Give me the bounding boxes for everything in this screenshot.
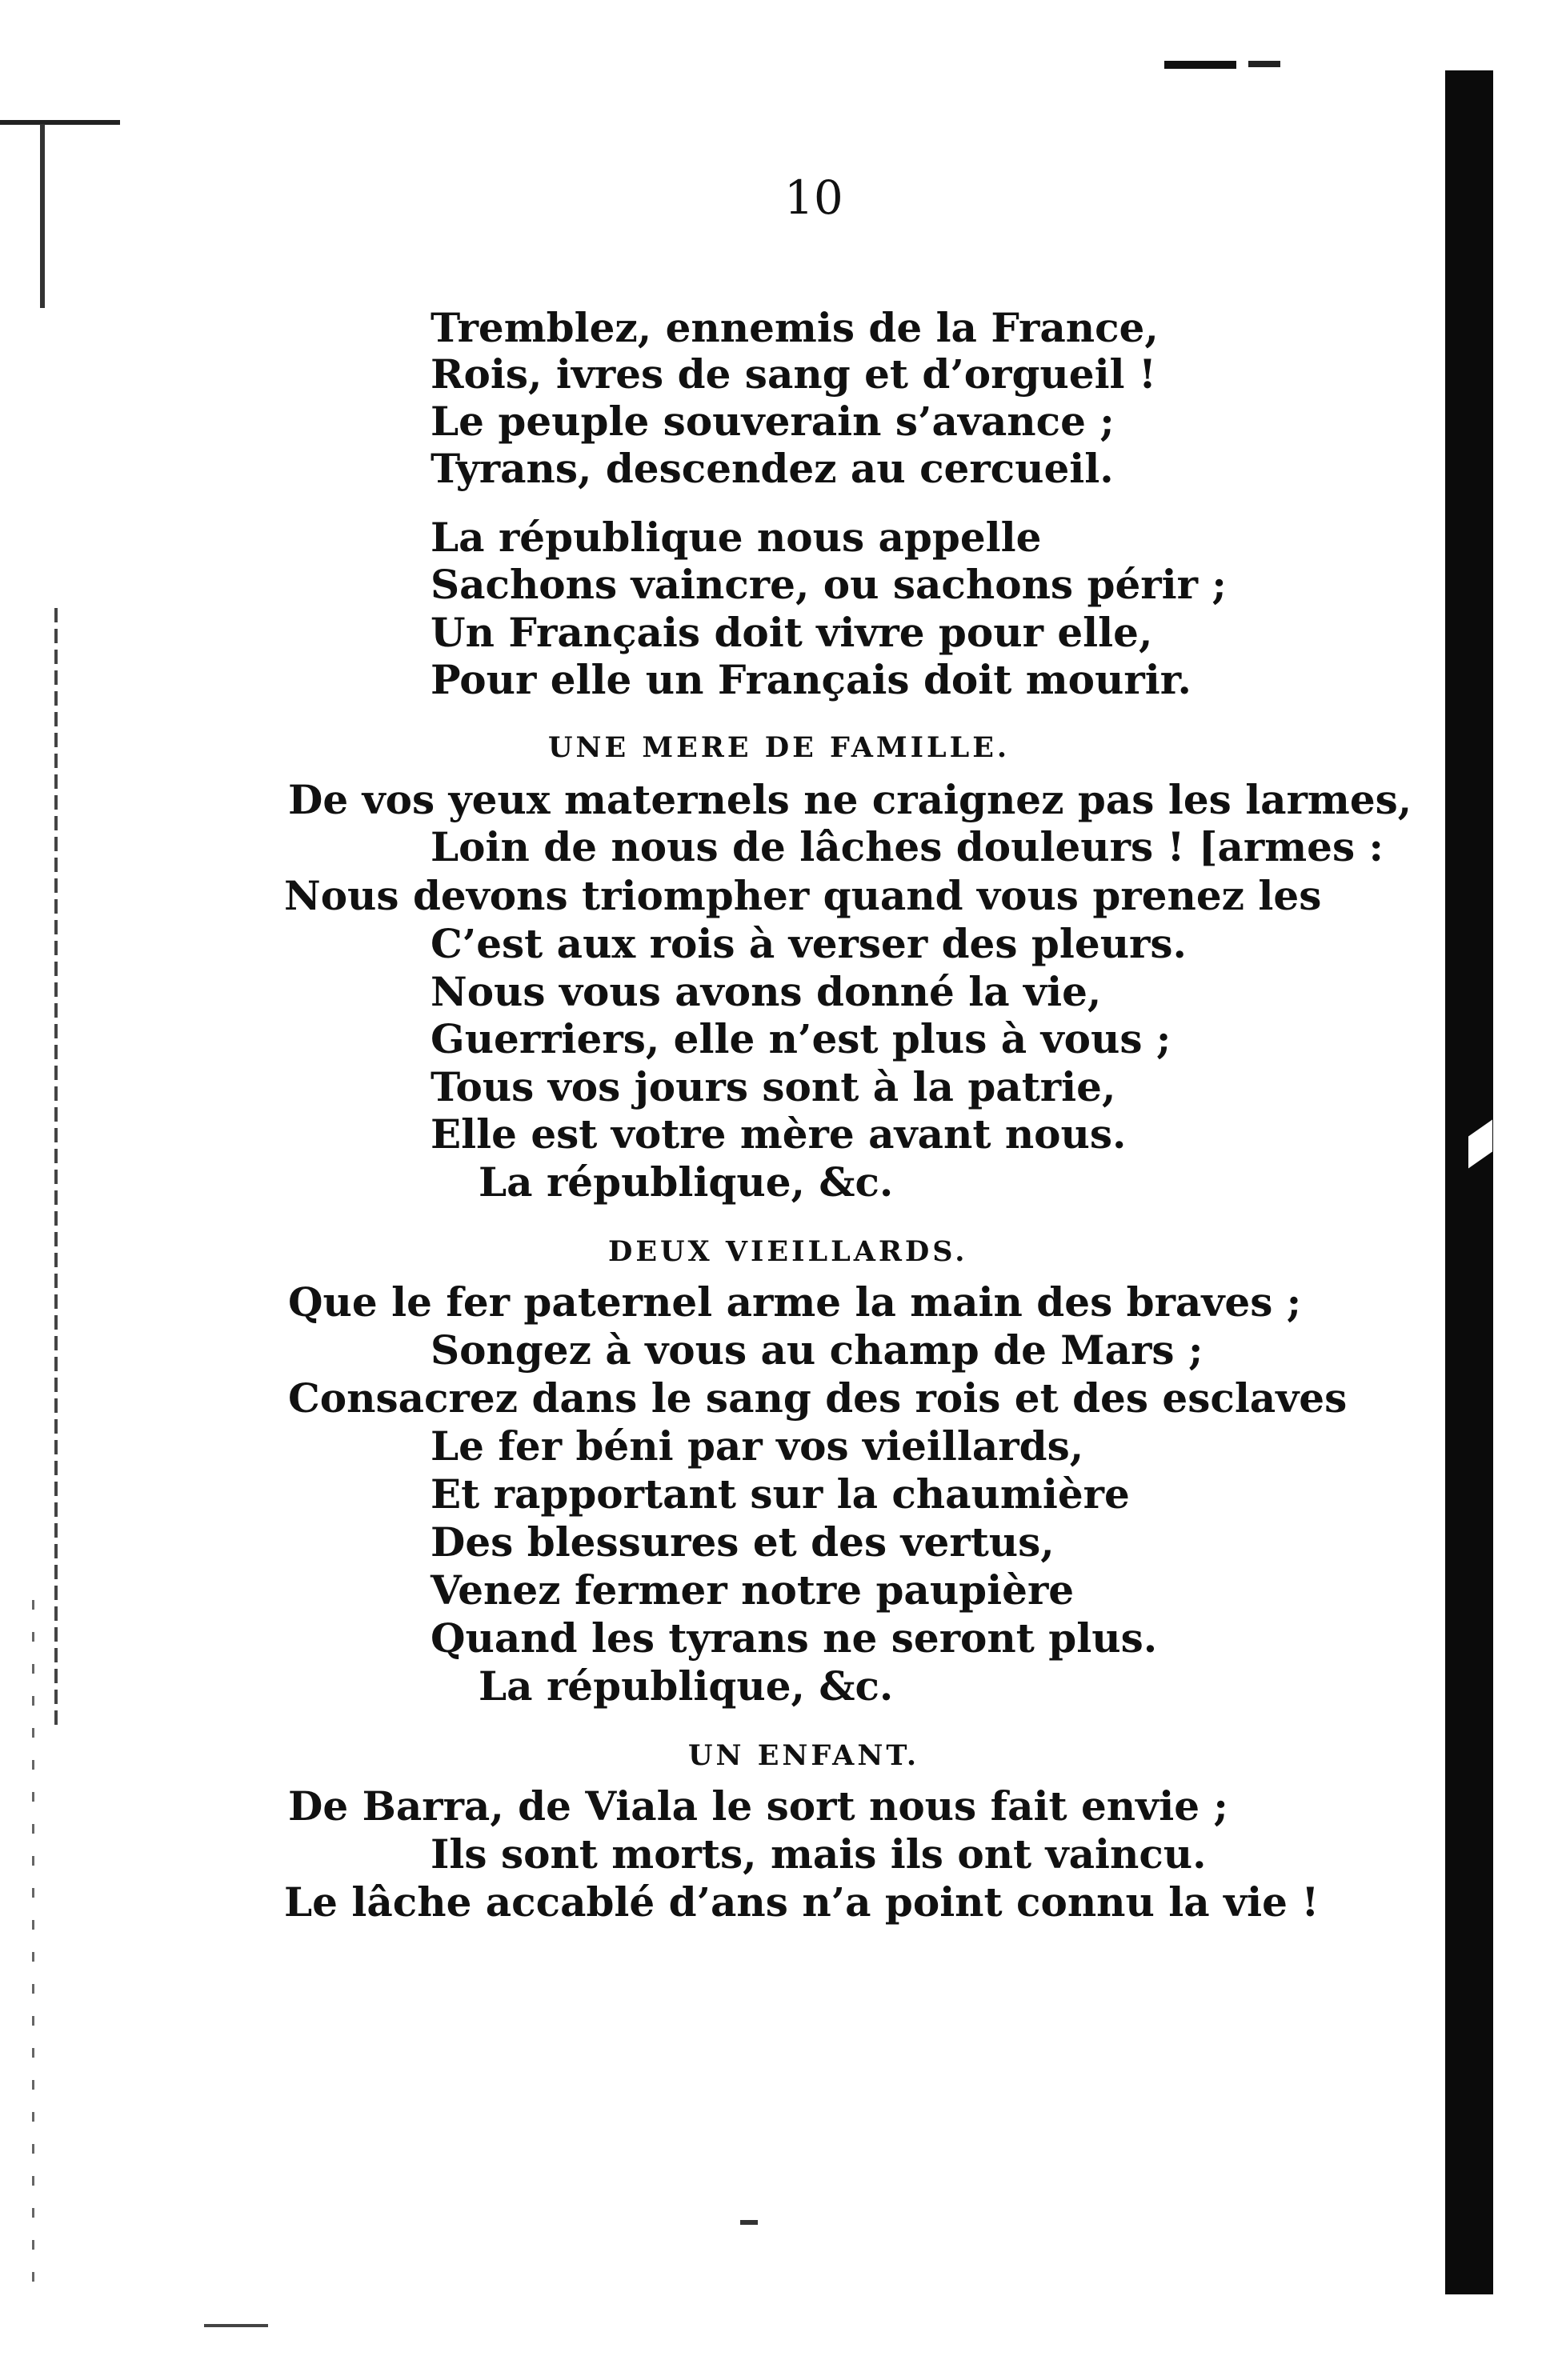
poem-line: Que le fer paternel arme la main des braves ;	[288, 1278, 1302, 1326]
poem-line: Tremblez, ennemis de la France,	[431, 304, 1159, 351]
scan-mark	[1164, 61, 1236, 69]
poem-line: La république nous appelle	[431, 514, 1042, 561]
poem-line: Quand les tyrans ne seront plus.	[431, 1614, 1158, 1662]
poem-line: De vos yeux maternels ne craignez pas les larmes,	[288, 776, 1412, 823]
scan-mark	[1248, 61, 1280, 67]
page-edge-line	[40, 124, 45, 308]
poem-line: Un Français doit vivre pour elle,	[431, 609, 1153, 656]
poem-line: Songez à vous au champ de Mars ;	[431, 1326, 1204, 1374]
poem-line: Ils sont morts, mais ils ont vaincu.	[431, 1830, 1207, 1878]
poem-line: Tous vos jours sont à la patrie,	[431, 1063, 1116, 1110]
scan-mark	[740, 2220, 758, 2225]
section-heading: UN ENFANT.	[688, 1739, 920, 1772]
poem-line: Sachons vaincre, ou sachons périr ;	[431, 561, 1227, 608]
poem-line: Des blessures et des vertus,	[431, 1518, 1055, 1566]
poem-line: Pour elle un Français doit mourir.	[431, 656, 1192, 703]
page-edge-line	[54, 608, 58, 1728]
poem-line: Le lâche accablé d’ans n’a point connu la vie !	[284, 1878, 1320, 1926]
scan-mark	[204, 2324, 268, 2327]
binding-shadow	[1445, 70, 1493, 2294]
poem-line: Elle est votre mère avant nous.	[431, 1110, 1127, 1158]
poem-line: De Barra, de Viala le sort nous fait envie ;	[288, 1782, 1228, 1830]
poem-line: Et rapportant sur la chaumière	[431, 1470, 1130, 1518]
page-edge-top	[0, 120, 120, 125]
section-heading: DEUX VIEILLARDS.	[608, 1235, 968, 1268]
poem-line: Rois, ivres de sang et d’orgueil !	[431, 350, 1156, 398]
poem-line: Guerriers, elle n’est plus à vous ;	[431, 1015, 1172, 1062]
poem-line: Consacrez dans le sang des rois et des esclaves	[288, 1374, 1348, 1422]
page-number: 10	[784, 170, 843, 225]
poem-line: La république, &c.	[479, 1662, 894, 1710]
poem-line: Le peuple souverain s’avance ;	[431, 398, 1115, 445]
poem-line: La république, &c.	[479, 1158, 894, 1206]
poem-line: Venez fermer notre paupière	[431, 1566, 1075, 1614]
poem-line: Nous devons triompher quand vous prenez les	[284, 872, 1322, 919]
poem-line: Le fer béni par vos vieillards,	[431, 1422, 1084, 1470]
poem-line: Tyrans, descendez au cercueil.	[431, 445, 1114, 492]
poem-line: C’est aux rois à verser des pleurs.	[431, 920, 1187, 967]
poem-line: Nous vous avons donné la vie,	[431, 968, 1102, 1015]
page-edge-line	[32, 1600, 34, 2288]
section-heading: UNE MERE DE FAMILLE.	[548, 731, 1011, 764]
poem-line: Loin de nous de lâches douleurs ! [armes :	[431, 823, 1384, 870]
